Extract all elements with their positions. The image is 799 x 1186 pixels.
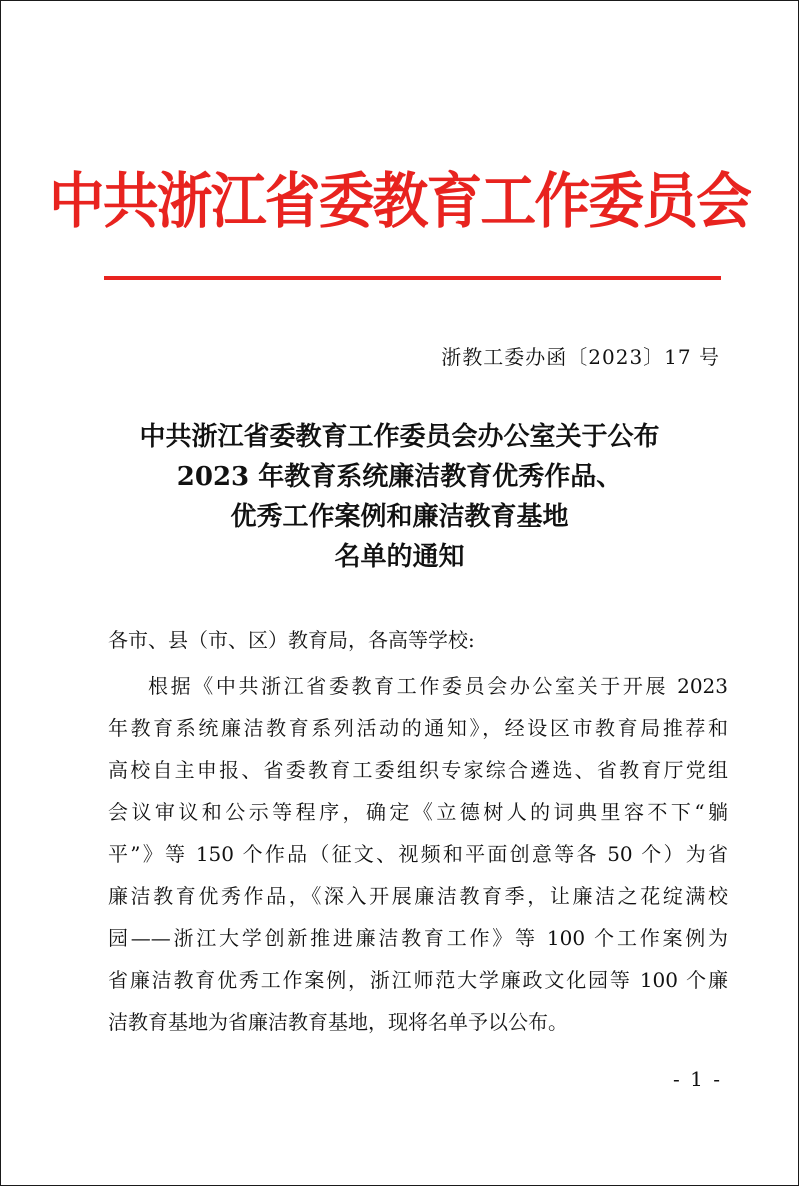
document-title (1, 417, 798, 577)
title-line: 2023 年教育系统廉洁教育优秀作品、 (176, 462, 623, 492)
body-line: 洁教育基地为省廉洁教育基地，现将名单予以公布。 (108, 1010, 568, 1034)
body-paragraph (108, 665, 728, 1043)
body-line: 省廉洁教育优秀工作案例，浙江师范大学廉政文化园等 100 个廉 (108, 968, 728, 992)
body-line: 会议审议和公示等程序，确定《立德树人的词典里容不下“躺 (108, 800, 728, 824)
body-line: 廉洁教育优秀作品，《深入开展廉洁教育季，让廉洁之花绽满校 (108, 884, 728, 908)
title-line: 中共浙江省委教育工作委员会办公室关于公布 (139, 422, 660, 452)
salutation: 各市、县（市、区）教育局，各高等学校: (108, 628, 475, 652)
body-line: 平”》等 150 个作品（征文、视频和平面创意等各 50 个）为省 (108, 842, 728, 866)
page-number: - 1 - (673, 1067, 722, 1091)
title-line: 名单的通知 (334, 542, 465, 572)
body-line: 园——浙江大学创新推进廉洁教育工作》等 100 个工作案例为 (108, 926, 728, 950)
body-line: 根据《中共浙江省委教育工作委员会办公室关于开展 2023 (148, 674, 728, 698)
issuing-organization-header: 中共浙江省委教育工作委员会 (48, 167, 751, 237)
red-separator-line (104, 276, 721, 280)
title-line: 优秀工作案例和廉洁教育基地 (230, 502, 569, 532)
body-line: 高校自主申报、省委教育工委组织专家综合遴选、省教育厅党组 (108, 758, 728, 782)
body-line: 年教育系统廉洁教育系列活动的通知》，经设区市教育局推荐和 (108, 716, 728, 740)
document-number: 浙教工委办函〔2023〕17 号 (441, 345, 720, 369)
